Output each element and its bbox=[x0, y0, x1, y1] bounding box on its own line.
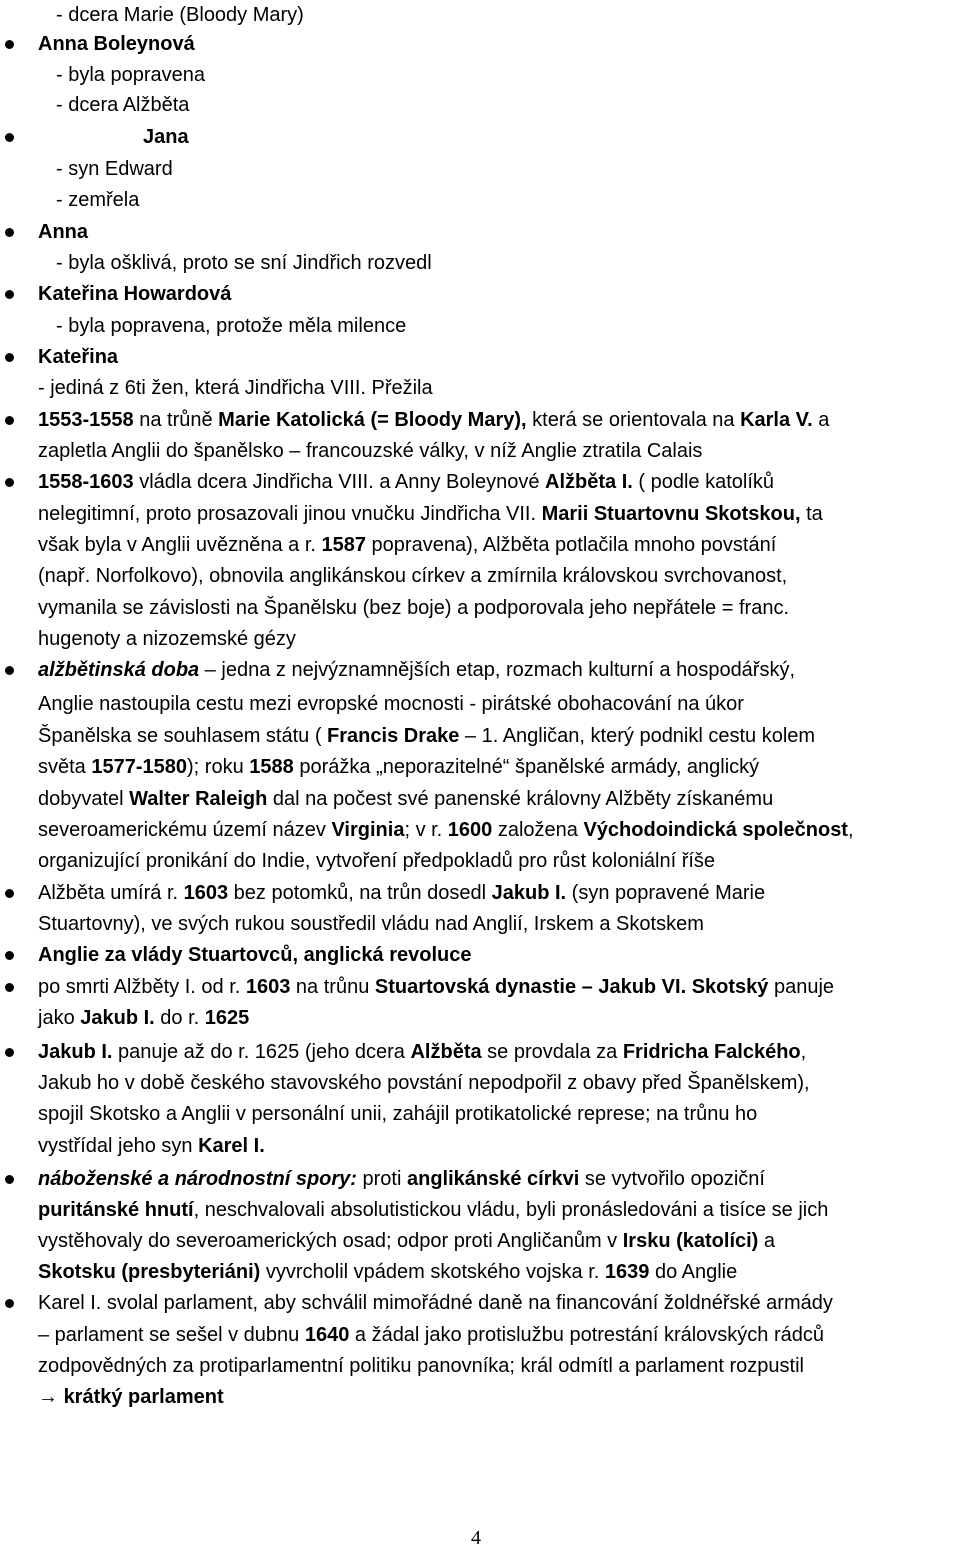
text-segment: 1639 bbox=[604, 1261, 650, 1283]
text-segment bbox=[38, 1168, 357, 1190]
text-segment: však byla v Anglii uvězněna a r. bbox=[38, 534, 322, 556]
text-segment: ta bbox=[800, 503, 823, 525]
line-text bbox=[38, 784, 773, 815]
text-segment: proti bbox=[356, 1168, 407, 1190]
bullet-icon bbox=[5, 478, 14, 487]
line-text bbox=[56, 60, 205, 91]
bullet-icon bbox=[5, 40, 14, 49]
bullet-icon bbox=[5, 983, 14, 992]
text-segment: vládla dcera Jindřicha VIII. a Anny Boleynové bbox=[133, 471, 546, 493]
line-text bbox=[38, 1257, 737, 1288]
text-segment: zodpovědných za protiparlamentní politiku panovníka; král odmítl a parlament rozpustil bbox=[38, 1355, 804, 1377]
text-segment bbox=[38, 659, 199, 681]
text-segment: alžbětinská doba bbox=[38, 659, 200, 681]
text-segment: vystěhovaly do severoamerických osad; odpor proti Angličanům v bbox=[38, 1230, 623, 1252]
text-segment: spojil Skotsko a Anglii v personální unii, zahájil protikatolické represe; na trůnu ho bbox=[38, 1103, 758, 1125]
text-segment: po smrti Alžběty I. od r. bbox=[38, 976, 246, 998]
text-segment: - byla ošklivá, proto se sní Jindřich rozvedl bbox=[56, 252, 432, 274]
text-segment: dobyvatel bbox=[38, 788, 130, 810]
text-segment: anglikánské církvi bbox=[406, 1168, 580, 1190]
text-segment: Virginia bbox=[331, 819, 405, 841]
line-text bbox=[38, 279, 231, 310]
line-text bbox=[38, 1351, 804, 1382]
line-text bbox=[38, 878, 765, 909]
bullet-icon bbox=[5, 228, 14, 237]
text-segment: ( podle katolíků bbox=[632, 471, 775, 493]
text-segment: Alžběta umírá r. bbox=[38, 882, 184, 904]
line-text bbox=[38, 1131, 265, 1162]
text-segment: ; v r. bbox=[404, 819, 448, 841]
text-segment: Anna bbox=[38, 221, 88, 243]
text-segment: Kateřina bbox=[38, 346, 119, 368]
line-text bbox=[38, 624, 296, 655]
text-segment: Kateřina Howardová bbox=[38, 283, 232, 305]
line-text bbox=[38, 342, 118, 373]
text-segment: 1603 bbox=[183, 882, 229, 904]
line-text bbox=[38, 1003, 249, 1034]
line-text bbox=[38, 1068, 810, 1099]
line-text bbox=[38, 846, 715, 877]
text-segment: Stuartovská dynastie – Jakub VI. Skotský bbox=[374, 976, 769, 998]
text-segment: Španělska se souhlasem státu ( bbox=[38, 725, 328, 747]
page-number: 4 bbox=[471, 1527, 481, 1549]
text-segment: a bbox=[758, 1230, 776, 1252]
line-text bbox=[143, 122, 189, 153]
line-text bbox=[38, 1195, 828, 1226]
text-segment: vystřídal jeho syn bbox=[38, 1135, 199, 1157]
text-segment: na trůnu bbox=[290, 976, 375, 998]
text-segment: - byla popravena bbox=[56, 64, 205, 86]
text-segment: Walter Raleigh bbox=[129, 788, 268, 810]
text-segment: Stuartovny), ve svých rukou soustředil vládu nad Anglií, Irskem a Skotskem bbox=[38, 913, 704, 935]
text-segment: Karla V. bbox=[740, 409, 813, 431]
line-text bbox=[38, 1164, 765, 1195]
line-text bbox=[56, 90, 189, 121]
text-segment: a bbox=[812, 409, 830, 431]
line-text bbox=[38, 593, 789, 624]
text-segment: Karel I. svolal parlament, aby schválil mimořádné daně na financování žoldnéřské armády bbox=[38, 1292, 833, 1314]
text-segment: se vytvořilo opoziční bbox=[579, 1168, 765, 1190]
text-segment: 1587 bbox=[321, 534, 366, 556]
text-segment: a žádal jako protislužbu potrestání královských rádců bbox=[349, 1324, 825, 1346]
text-segment: - byla popravena, protože měla milence bbox=[56, 315, 407, 337]
text-segment: Anna Boleynová bbox=[38, 33, 195, 55]
text-segment: bez potomků, na trůn dosedl bbox=[228, 882, 492, 904]
line-text bbox=[38, 1382, 224, 1413]
text-segment: Marie Katolická (= Bloody Mary), bbox=[218, 409, 527, 431]
text-segment: - jediná z 6ti žen, která Jindřicha VIII. Přežila bbox=[38, 377, 433, 399]
line-text bbox=[38, 752, 759, 783]
text-segment: , bbox=[847, 819, 854, 841]
bullet-icon bbox=[5, 1299, 14, 1308]
text-segment: severoamerickému území název bbox=[38, 819, 332, 841]
line-text bbox=[38, 689, 744, 720]
bullet-icon bbox=[5, 666, 14, 675]
bullet-icon bbox=[5, 416, 14, 425]
bullet-icon bbox=[5, 889, 14, 898]
text-segment: – jedna z nejvýznamnějších etap, rozmach kulturní a hospodářský, bbox=[199, 659, 796, 681]
line-text bbox=[38, 561, 787, 592]
text-segment: - dcera Alžběta bbox=[56, 94, 190, 116]
line-text bbox=[38, 499, 823, 530]
text-segment: na trůně bbox=[133, 409, 219, 431]
text-segment: Východoindická společnost bbox=[583, 819, 848, 841]
text-segment: 1588 bbox=[249, 756, 294, 778]
text-segment: Alžběta bbox=[410, 1041, 482, 1063]
line-text bbox=[38, 1099, 757, 1130]
text-segment: vyvrcholil vpádem skotského vojska r. bbox=[260, 1261, 605, 1283]
line-text bbox=[38, 940, 472, 971]
line-text bbox=[38, 909, 704, 940]
text-segment: do Anglie bbox=[649, 1261, 738, 1283]
line-text bbox=[38, 1320, 824, 1351]
line-text bbox=[38, 815, 854, 846]
text-segment: Alžběta I. bbox=[545, 471, 633, 493]
line-text bbox=[56, 248, 432, 279]
text-segment: založena bbox=[492, 819, 584, 841]
text-segment: panuje bbox=[768, 976, 835, 998]
bullet-icon bbox=[5, 1175, 14, 1184]
text-segment: Jakub ho v době českého stavovského povstání nepodpořil z obavy před Španělskem), bbox=[38, 1072, 810, 1094]
text-segment: → bbox=[38, 1386, 64, 1408]
text-segment: 1558-1603 bbox=[38, 471, 134, 493]
text-segment: hugenoty a nizozemské gézy bbox=[38, 628, 296, 650]
text-segment: Karel I. bbox=[198, 1135, 265, 1157]
text-segment: porážka „neporazitelné“ španělské armády, anglický bbox=[293, 756, 760, 778]
line-text bbox=[38, 721, 815, 752]
text-segment: popravena), Alžběta potlačila mnoho povstání bbox=[366, 534, 777, 556]
line-text bbox=[38, 405, 829, 436]
text-segment: nelegitimní, proto prosazovali jinou vnučku Jindřicha VII. bbox=[38, 503, 542, 525]
text-segment: – 1. Angličan, který podnikl cestu kolem bbox=[459, 725, 816, 747]
bullet-icon bbox=[5, 353, 14, 362]
text-segment: se provdala za bbox=[481, 1041, 623, 1063]
text-segment: – parlament se sešel v dubnu bbox=[38, 1324, 305, 1346]
text-segment: Irsku (katolíci) bbox=[622, 1230, 759, 1252]
line-text bbox=[56, 154, 173, 185]
line-text bbox=[38, 530, 776, 561]
text-segment: krátký parlament bbox=[63, 1386, 224, 1408]
bullet-icon bbox=[5, 1048, 14, 1057]
line-text bbox=[38, 1226, 775, 1257]
text-segment: - syn Edward bbox=[56, 158, 173, 180]
line-text bbox=[38, 972, 834, 1003]
text-segment: Anglie nastoupila cestu mezi evropské mocnosti - pirátské obohacování na úkor bbox=[38, 693, 744, 715]
line-text bbox=[38, 373, 433, 404]
text-segment: do r. bbox=[154, 1007, 205, 1029]
text-segment: panuje až do r. 1625 (jeho dcera bbox=[112, 1041, 411, 1063]
line-text bbox=[38, 655, 795, 686]
text-segment: 1640 bbox=[304, 1324, 350, 1346]
text-segment: (např. Norfolkovo), obnovila anglikánskou církev a zmírnila královskou svrchovanost, bbox=[38, 565, 788, 587]
text-segment: Francis Drake bbox=[327, 725, 460, 747]
text-segment: 1625 bbox=[204, 1007, 250, 1029]
text-segment: zapletla Anglii do španělsko – francouzské války, v níž Anglie ztratila Calais bbox=[38, 440, 703, 462]
text-segment: dal na počest své panenské královny Alžběty získanému bbox=[267, 788, 774, 810]
text-segment: ); roku bbox=[187, 756, 250, 778]
text-segment: , neschvalovali absolutistickou vládu, byli pronásledováni a tisíce se jich bbox=[193, 1199, 829, 1221]
bullet-icon bbox=[5, 133, 14, 142]
bullet-icon bbox=[5, 290, 14, 299]
bullet-icon bbox=[5, 951, 14, 960]
text-segment: Jakub I. bbox=[491, 882, 567, 904]
text-segment: - dcera Marie (Bloody Mary) bbox=[56, 4, 304, 26]
text-segment: Jakub I. bbox=[38, 1041, 113, 1063]
line-text bbox=[56, 311, 406, 342]
line-text bbox=[38, 29, 195, 60]
line-text bbox=[56, 185, 139, 216]
line-text bbox=[38, 467, 774, 498]
text-segment: , bbox=[800, 1041, 807, 1063]
line-text bbox=[38, 1037, 806, 1068]
text-segment: Skotsku (presbyteriáni) bbox=[38, 1261, 261, 1283]
text-segment: která se orientovala na bbox=[526, 409, 741, 431]
text-segment: 1577-1580 bbox=[91, 756, 188, 778]
text-segment: světa bbox=[38, 756, 92, 778]
text-segment: (syn popravené Marie bbox=[566, 882, 766, 904]
text-segment: náboženské a národnostní spory: bbox=[38, 1168, 357, 1190]
text-segment: jako bbox=[38, 1007, 81, 1029]
line-text bbox=[56, 0, 304, 31]
text-segment: 1603 bbox=[245, 976, 291, 998]
text-segment: puritánské hnutí bbox=[38, 1199, 194, 1221]
text-segment: - zemřela bbox=[56, 189, 140, 211]
line-text bbox=[38, 436, 702, 467]
text-segment: 1553-1558 bbox=[38, 409, 134, 431]
text-segment: 1600 bbox=[447, 819, 493, 841]
line-text bbox=[38, 1288, 833, 1319]
text-segment: Jana bbox=[143, 126, 189, 148]
text-segment: organizující pronikání do Indie, vytvoření předpokladů pro růst koloniální říše bbox=[38, 850, 716, 872]
text-segment: Anglie za vlády Stuartovců, anglická revoluce bbox=[38, 944, 472, 966]
text-segment: Jakub I. bbox=[80, 1007, 155, 1029]
text-segment: vymanila se závislosti na Španělsku (bez boje) a podporovala jeho nepřátele = franc. bbox=[38, 597, 789, 619]
text-segment: Fridricha Falckého bbox=[622, 1041, 801, 1063]
line-text bbox=[38, 217, 88, 248]
text-segment: Marii Stuartovnu Skotskou, bbox=[541, 503, 801, 525]
